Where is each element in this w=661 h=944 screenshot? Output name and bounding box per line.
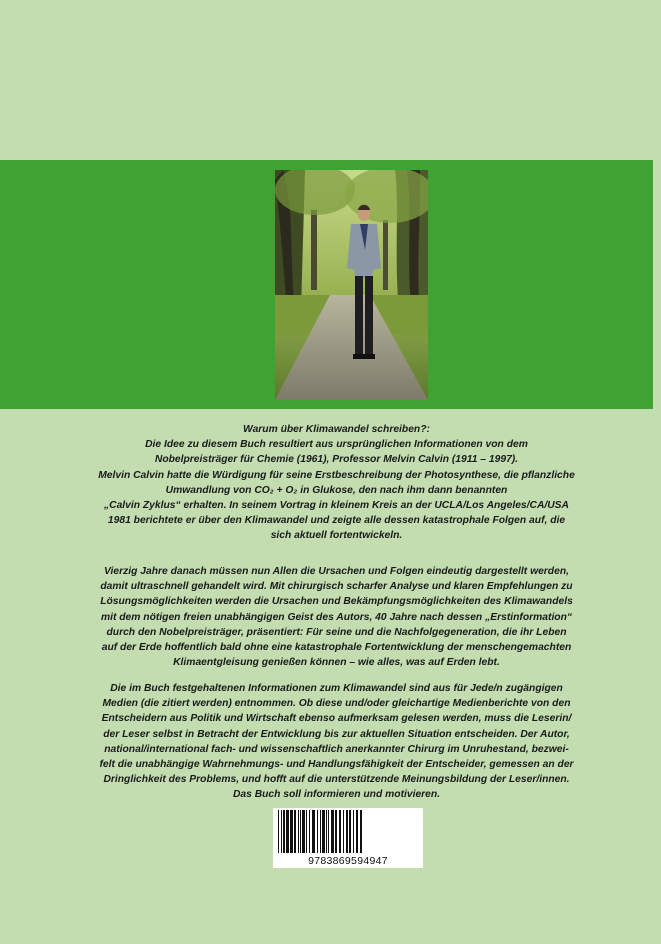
text-line: Warum über Klimawandel schreiben?: (243, 424, 430, 435)
barcode-bar (283, 810, 285, 853)
text-line: felt die unabhängige Wahrnehmungs- und Handlungsfähigkeit der Entscheider, gemessen an der (99, 759, 574, 771)
barcode-bars (273, 808, 423, 855)
text-line: Umwandlung von CO₂ + O₂ in Glukose, den nach ihm dann benannten (165, 484, 508, 496)
text-line: mit dem nötigen freien unabhängigen Geist des Autors, 40 Jahre nach dessen „Erstinformation“ (100, 611, 573, 623)
barcode-bar (312, 810, 315, 853)
text-line: national/international fach- und wissenschaftlich anerkannter Chirurg im Unruhestand, bezwei- (104, 743, 569, 755)
text-line: durch den Nobelpreisträger, präsentiert: Für seine und die Nachfolgegeneration, die ihr Leben (106, 626, 567, 638)
barcode-bar (339, 810, 341, 853)
text-line: „Calvin Zyklus“ erhalten. In seinem Vortrag in kleinem Kreis an der UCLA/Los Angeles/CA/USA (103, 500, 569, 512)
barcode-bar (281, 810, 282, 853)
barcode-bar (322, 810, 325, 853)
barcode-bar (302, 810, 305, 853)
text-line: Lösungsmöglichkeiten werden die Ursachen und Bekämpfungsmöglichkeiten des Klimawandels (100, 596, 573, 608)
text-line: Entscheidern aus Politik und Wirtschaft ebenso aufmerksam gelesen werden, muss die Leserin/ (101, 713, 572, 725)
barcode-bar (356, 810, 358, 853)
text-line: Dringlichkeit des Problems, und hofft auf die unterstützende Meinungsbildung der Leser/innen. (103, 774, 570, 786)
barcode-bar (343, 810, 344, 853)
barcode-bar (346, 810, 348, 853)
barcode-bar (320, 810, 321, 853)
text-line: Die im Buch festgehaltenen Informationen zum Klimawandel sind aus für Jede/n zugängigen (110, 683, 563, 694)
barcode-bar (326, 810, 327, 853)
second-paragraph (60, 564, 613, 670)
text-line: Das Buch soll informieren und motivieren. (232, 789, 441, 801)
third-paragraph (60, 681, 613, 803)
barcode-bar (360, 810, 362, 853)
text-line: Medien (die zitiert werden) entnommen. Ob diese und/oder gleichartige Medienberichte von den (102, 698, 571, 710)
isbn-barcode (273, 808, 423, 868)
text-line: der Leser selbst in Betracht der Entwicklung bis zur aktuellen Situation entscheiden. Der Autor, (103, 728, 570, 740)
text-line: Vierzig Jahre danach müssen nun Allen die Ursachen und Folgen eindeutig dargestellt werden, (104, 566, 569, 577)
text-line: Die Idee zu diesem Buch resultiert aus ursprünglichen Informationen von dem (145, 439, 528, 451)
barcode-bar (300, 810, 301, 853)
barcode-bar (331, 810, 334, 853)
text-line: Nobelpreisträger für Chemie (1961), Professor Melvin Calvin (1911 – 1997). (154, 454, 519, 466)
text-line: damit ultraschnell gehandelt wird. Mit chirurgisch scharfer Analyse und klaren Empfehlungen zu (100, 581, 573, 593)
barcode-bar (349, 810, 351, 853)
text-line: Melvin Calvin hatte die Würdigung für seine Erstbeschreibung der Photosynthese, die pflanzliche (98, 469, 575, 481)
text-line: sich aktuell fortentwickeln. (270, 530, 403, 542)
barcode-bar (309, 810, 310, 853)
barcode-bar (317, 810, 318, 853)
barcode-bar (328, 810, 329, 853)
barcode-bar (294, 810, 296, 853)
author-photo (275, 170, 428, 400)
text-line: auf der Erde hoffentlich bald ohne eine katastrophale Fortentwicklung der menschengemachten (101, 642, 572, 654)
barcode-bar (278, 810, 279, 853)
intro-paragraph (60, 422, 613, 544)
barcode-bar (290, 810, 293, 853)
barcode-bar (353, 810, 354, 853)
barcode-bar (335, 810, 337, 853)
isbn-number: 9783869594947 (308, 855, 388, 867)
text-line: 1981 berichtete er über den Klimawandel und zeigte alle dessen katastrophale Folgen auf, die (107, 515, 566, 527)
barcode-bar (298, 810, 299, 853)
barcode-bar (306, 810, 307, 853)
barcode-bar (286, 810, 289, 853)
text-line: Klimaentgleisung genießen können – wie alles, was auf Erden lebt. (173, 657, 500, 669)
